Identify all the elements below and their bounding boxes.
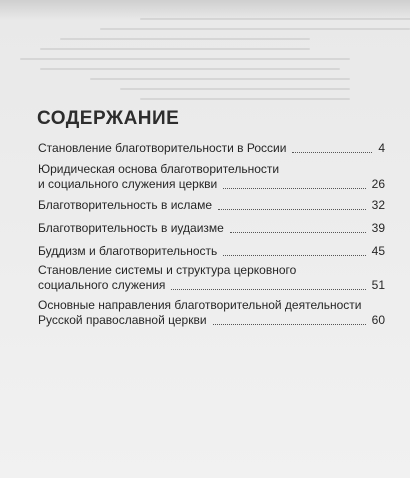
toc-entry-title-continued: социального служения [38, 278, 166, 292]
toc-page-number: 45 [371, 244, 385, 258]
toc-entry-russia[interactable] [38, 141, 385, 156]
toc-entry-title-line-2 [38, 278, 385, 293]
toc-page-number: 32 [371, 198, 385, 212]
toc-entry-title: Юридическая основа благотворительности [38, 162, 280, 176]
toc-page-number: 39 [371, 221, 385, 235]
toc-entry-title: Становление благотворительности в России [38, 141, 287, 155]
toc-entry-title: Становление системы и структура церковного [38, 263, 297, 277]
toc-page-number: 51 [371, 278, 385, 292]
toc-page-number: 60 [371, 313, 385, 327]
dot-leader [218, 208, 366, 210]
toc-page-number: 26 [371, 177, 385, 191]
toc-entry-title-line-1 [38, 263, 385, 278]
toc-entry-title-line-1 [38, 162, 385, 177]
toc-entry-judaism[interactable] [38, 221, 385, 236]
toc-entry-islam[interactable] [38, 198, 385, 213]
toc-entry-title: Буддизм и благотворительность [38, 244, 218, 258]
toc-entry-title-line-1 [38, 298, 385, 313]
toc-page-number: 4 [378, 141, 385, 155]
dot-leader [292, 151, 372, 153]
dot-leader [223, 254, 365, 256]
toc-entry-legal-basis[interactable] [38, 162, 385, 192]
toc-entry-buddhism[interactable] [38, 244, 385, 259]
dot-leader [230, 231, 366, 233]
toc-entry-title-line-2 [38, 177, 385, 192]
toc-entry-title: Основные направления благотворительной деятельности [38, 298, 362, 312]
page-title: СОДЕРЖАНИЕ [37, 108, 180, 129]
toc-entry-orthodox-charity-directions[interactable] [38, 298, 385, 328]
dot-leader [223, 187, 365, 189]
toc-entry-title: Благотворительность в иудаизме [38, 221, 224, 235]
toc-entry-title: Благотворительность в исламе [38, 198, 213, 212]
toc-entry-title-continued: и социального служения церкви [38, 177, 218, 191]
toc-entry-title-continued: Русской православной церкви [38, 313, 207, 327]
toc-entry-title-line-2 [38, 313, 385, 328]
dot-leader [213, 323, 366, 325]
toc-entry-church-service-system[interactable] [38, 263, 385, 293]
dot-leader [171, 288, 365, 290]
